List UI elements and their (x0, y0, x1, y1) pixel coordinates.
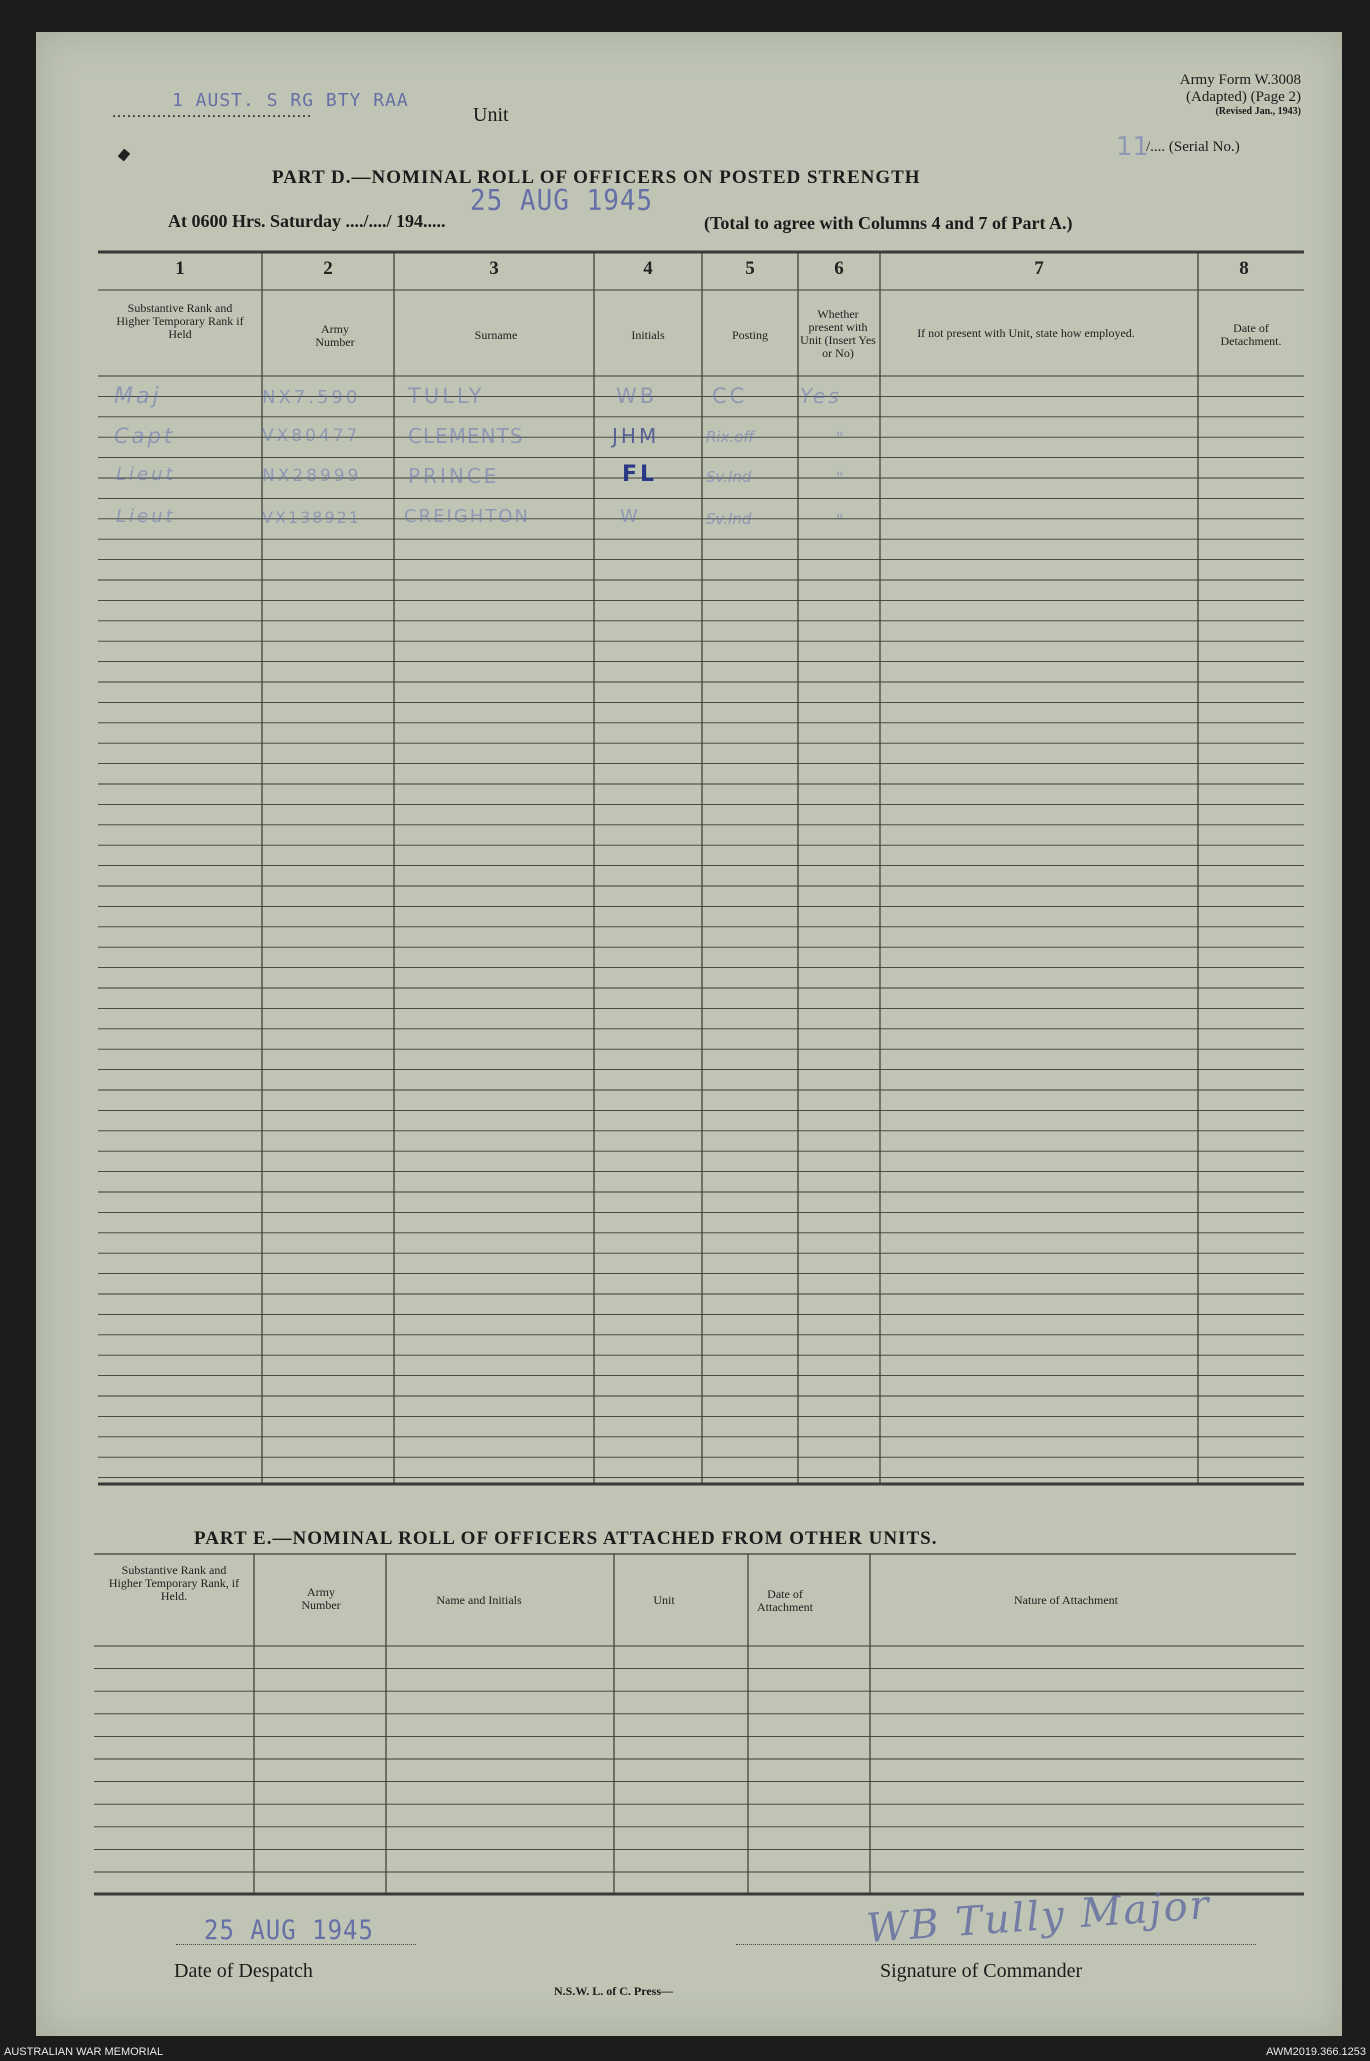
row-4-posting: Sv.Ind (706, 510, 752, 528)
part-e-header-unit: Unit (653, 1593, 675, 1607)
serial-label: /.... (Serial No.) (1146, 139, 1240, 155)
unit-dots: ........................................ (112, 104, 312, 121)
part-d-title: PART D.—NOMINAL ROLL OF OFFICERS ON POSTED STRENGTH (272, 167, 921, 188)
col-number-8: 8 (1239, 258, 1249, 279)
col-number-1: 1 (175, 258, 185, 279)
col-header-detachment: Date of Detachment. (1220, 321, 1282, 348)
row-1-surname: TULLY (408, 384, 485, 408)
signature-label: Signature of Commander (880, 1960, 1083, 1982)
row-1-present: Yes (800, 384, 842, 408)
col-header-army-number: Army Number (315, 322, 355, 349)
press-imprint: N.S.W. L. of C. Press— (554, 1984, 674, 1998)
form-revised: (Revised Jan., 1943) (1215, 106, 1301, 117)
part-d-date-stamp: 25 AUG 1945 (470, 184, 654, 218)
part-e-header-army-number: Army Number (301, 1585, 341, 1612)
row-1-initials: WB (616, 384, 658, 408)
col-number-6: 6 (834, 258, 844, 279)
commander-signature: WB Tully Major (864, 1882, 1213, 1952)
col-number-7: 7 (1034, 258, 1044, 279)
col-header-employed: If not present with Unit, state how employed. (917, 326, 1135, 340)
row-1-army-number: NX7.590 (262, 387, 361, 408)
row-3-rank: Lieut (116, 464, 176, 485)
col-header-rank: Substantive Rank and Higher Temporary Rank if Held (116, 301, 244, 341)
part-e-header-nature: Nature of Attachment (1014, 1593, 1118, 1607)
row-3-posting: Sv.Ind (706, 468, 752, 486)
row-1-posting: CC (712, 384, 748, 408)
row-4-rank: Lieut (116, 506, 176, 527)
row-3-initials: FL (622, 462, 658, 487)
part-e-table-grid (36, 32, 1342, 1982)
row-4-surname: CREIGHTON (404, 506, 530, 527)
row-4-army-number: VX138921 (262, 508, 361, 527)
col-number-2: 2 (323, 258, 333, 279)
row-2-army-number: VX80477 (262, 426, 361, 446)
row-1-rank: Maj (114, 384, 162, 409)
archive-reference: AWM2019.366.1253 (1266, 2046, 1366, 2058)
col-header-surname: Surname (474, 328, 518, 342)
row-2-posting: Rix.off (706, 428, 755, 446)
part-d-at-line: At 0600 Hrs. Saturday ..../..../ 194..... (168, 211, 446, 231)
part-e-header-date: Date of Attachment (757, 1587, 813, 1614)
serial-value: 11 (1116, 132, 1150, 162)
part-e-header-rank: Substantive Rank and Higher Temporary Rank, if Held. (108, 1563, 240, 1603)
form-adapted: (Adapted) (Page 2) (1186, 89, 1301, 105)
col-header-present: Whether present with Unit (Insert Yes or No) (800, 307, 876, 360)
form-sheet (36, 32, 1342, 2036)
row-2-surname: CLEMENTS (408, 424, 524, 448)
row-4-initials: W (620, 506, 641, 527)
signature-line (736, 1944, 1256, 1945)
col-header-posting: Posting (731, 328, 768, 342)
col-header-initials: Initials (631, 328, 665, 342)
row-4-present: " (836, 510, 847, 529)
col-number-5: 5 (745, 258, 755, 279)
part-e-title: PART E.—NOMINAL ROLL OF OFFICERS ATTACHED FROM OTHER UNITS. (194, 1528, 938, 1549)
row-3-surname: PRINCE (408, 464, 500, 488)
row-2-rank: Capt (114, 424, 176, 448)
unit-value: 1 AUST. S RG BTY RAA (172, 90, 409, 111)
unit-label: Unit (473, 104, 509, 126)
despatch-date-stamp: 25 AUG 1945 (204, 1914, 374, 1946)
part-d-total-note: (Total to agree with Columns 4 and 7 of Part A.) (704, 213, 1073, 233)
col-number-4: 4 (643, 258, 653, 279)
part-e-header-name: Name and Initials (436, 1593, 522, 1607)
row-3-army-number: NX28999 (262, 466, 362, 486)
despatch-line (176, 1944, 416, 1945)
row-2-initials: JHM (612, 424, 660, 448)
form-name: Army Form W.3008 (1179, 72, 1301, 88)
archive-credit-left: AUSTRALIAN WAR MEMORIAL (4, 2046, 164, 2058)
despatch-label: Date of Despatch (174, 1960, 313, 1982)
row-3-present: " (836, 468, 847, 487)
col-number-3: 3 (489, 258, 499, 279)
row-2-present: " (836, 428, 847, 447)
